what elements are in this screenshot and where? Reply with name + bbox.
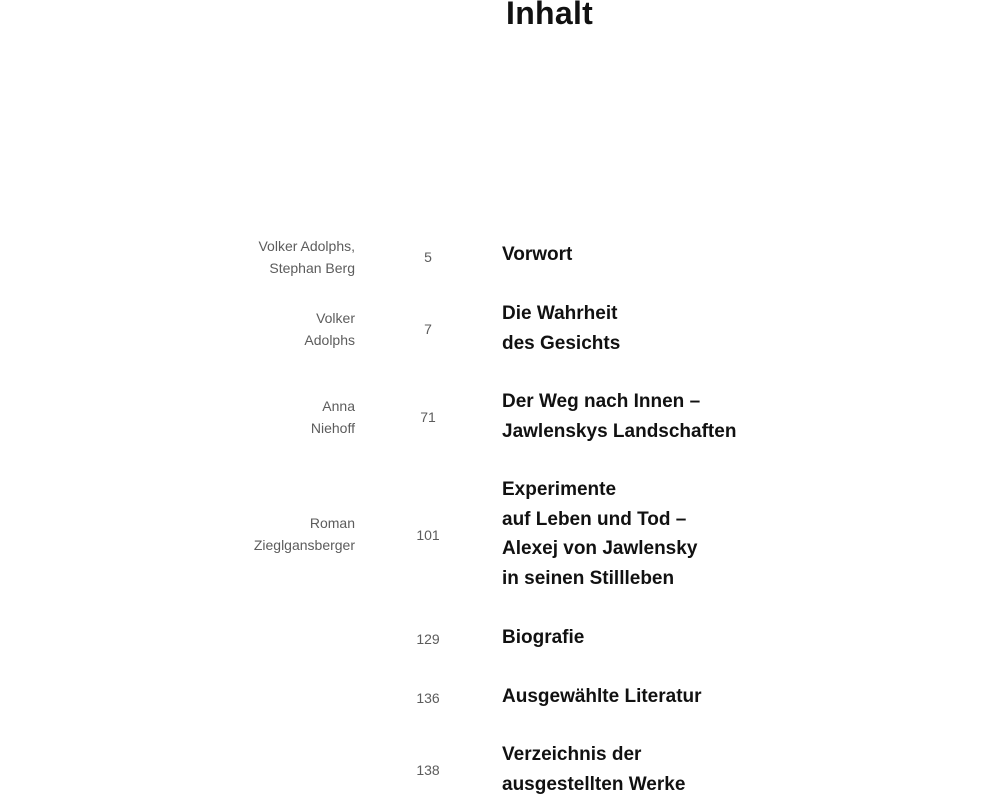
entry-page-number: 138 xyxy=(416,762,440,778)
entry-page-number: 129 xyxy=(416,631,440,647)
title-line: Biografie xyxy=(502,627,585,648)
entry-page-number: 101 xyxy=(416,527,440,543)
entry-author xyxy=(258,235,355,279)
title-line: auf Leben und Tod – xyxy=(502,508,687,530)
entry-page-number: 71 xyxy=(420,409,436,425)
entry-page-number: 136 xyxy=(416,690,440,706)
author-line: Volker xyxy=(316,310,355,326)
entry-title xyxy=(502,682,702,712)
author-line: Niehoff xyxy=(310,420,355,436)
author-line: Volker Adolphs, xyxy=(258,238,355,254)
title-line: Verzeichnis der xyxy=(502,744,642,765)
entry-title xyxy=(502,475,697,593)
entry-author xyxy=(311,395,355,439)
title-line: Die Wahrheit xyxy=(502,303,618,324)
entry-title xyxy=(502,240,572,270)
title-line: Vorwort xyxy=(502,244,573,265)
title-line: Jawlenskys Landschaften xyxy=(502,420,737,442)
title-line: des Gesichts xyxy=(502,332,621,354)
title-line: ausgestellten Werke xyxy=(502,773,686,795)
entry-author xyxy=(254,512,355,556)
author-line: Stephan Berg xyxy=(269,260,355,276)
entry-title xyxy=(502,387,736,446)
page-title: Inhalt xyxy=(506,0,594,31)
title-line: Alexej von Jawlensky xyxy=(502,538,698,559)
title-line: Experimente xyxy=(502,479,617,500)
entry-title xyxy=(502,623,584,653)
title-line: in seinen Stillleben xyxy=(502,567,675,589)
author-line: Anna xyxy=(322,398,355,414)
entry-title xyxy=(502,299,620,358)
title-line: Ausgewählte Literatur xyxy=(502,686,702,707)
entry-title xyxy=(502,740,685,799)
author-line: Zieglgansberger xyxy=(253,537,355,553)
title-line: Der Weg nach Innen – xyxy=(502,391,701,412)
entry-page-number: 7 xyxy=(424,321,432,337)
author-line: Roman xyxy=(309,515,355,531)
entry-page-number: 5 xyxy=(424,249,432,265)
author-line: Adolphs xyxy=(304,332,355,348)
entry-author xyxy=(304,307,355,351)
